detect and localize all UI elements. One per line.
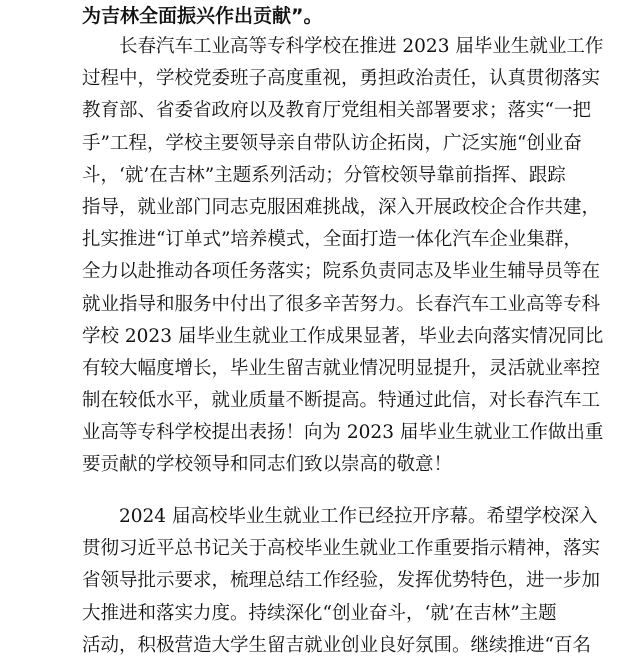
text-line: 学校 2023 届毕业生就业工作成果显著，毕业去向落实情况同比: [82, 325, 604, 347]
text-line: 全力以赴推动各项任务落实；院系负责同志及毕业生辅导员等在: [82, 261, 601, 283]
paragraph-commendation: [82, 31, 604, 482]
text-line: 扎实推进“订单式”培养模式，全面打造一体化汽车企业集群，: [82, 229, 582, 251]
text-line: 过程中，学校党委班子高度重视，勇担政治责任，认真贯彻落实: [82, 68, 601, 90]
text-line: 省领导批示要求，梳理总结工作经验，发挥优势特色，进一步加: [82, 570, 601, 592]
text-line: 手”工程，学校主要领导亲自带队访企拓岗，广泛实施“创业奋: [82, 132, 582, 154]
text-line: 有较大幅度增长，毕业生留吉就业情况明显提升，灵活就业率控: [82, 357, 601, 379]
text-line: 斗，‘就’在吉林”主题系列活动；分管校领导靠前指挥、跟踪: [82, 164, 566, 186]
text-line: 长春汽车工业高等专科学校在推进 2023 届毕业生就业工作: [119, 36, 604, 57]
heading-line: 为吉林全面振兴作出贡献”。: [82, 5, 323, 27]
text-line: 指导，就业部门同志克服困难挑战，深入开展政校企合作共建，: [82, 196, 601, 218]
text-line: 2024 届高校毕业生就业工作已经拉开序幕。希望学校深入: [119, 506, 598, 527]
text-line: 贯彻习近平总书记关于高校毕业生就业工作重要指示精神，落实: [82, 538, 601, 560]
text-line: 就业指导和服务中付出了很多辛苦努力。长春汽车工业高等专科: [82, 293, 601, 315]
text-line: 大推进和落实力度。持续深化“创业奋斗，‘就’在吉林”主题: [82, 602, 557, 624]
text-line: 业高等专科学校提出表扬！向为 2023 届毕业生就业工作做出重: [82, 422, 604, 444]
text-line: 要贡献的学校领导和同志们致以崇高的敬意！: [82, 454, 453, 476]
text-line: 教育部、省委省政府以及教育厅党组相关部署要求；落实“一把: [82, 100, 591, 122]
paragraph-outlook: [82, 501, 601, 662]
text-line: 制在较低水平，就业质量不断提高。特通过此信，对长春汽车工: [82, 390, 601, 412]
text-line: 活动，积极营造大学生留吉就业创业良好氛围。继续推进“百名: [82, 634, 591, 656]
